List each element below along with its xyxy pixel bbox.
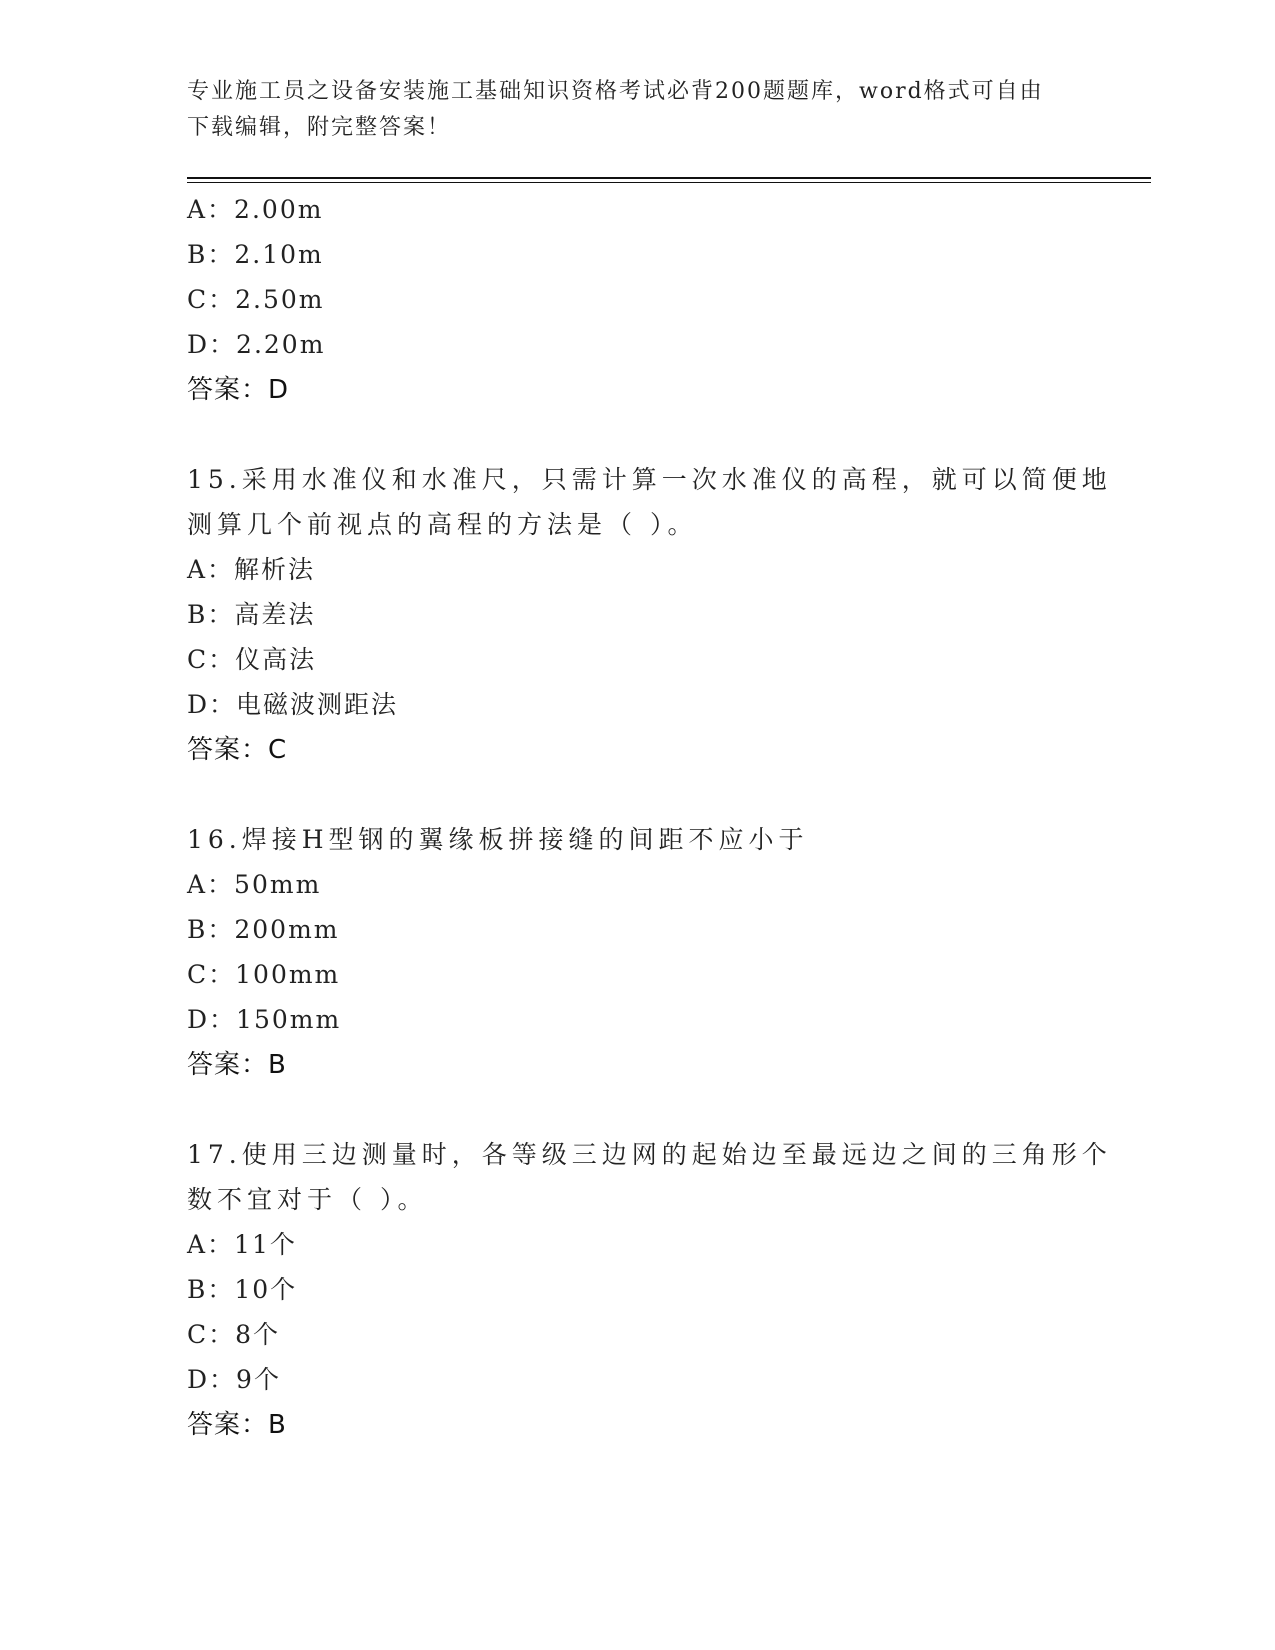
q16-answer: 答案：B bbox=[187, 1050, 287, 1080]
q15-option-c: C：仪高法 bbox=[187, 645, 317, 674]
q15-option-b: B：高差法 bbox=[187, 600, 316, 629]
q14-option-b: B：2.10m bbox=[187, 240, 324, 269]
q17-stem-line-2: 数不宜对于（ ）。 bbox=[187, 1185, 428, 1214]
q14-option-a: A：2.00m bbox=[187, 195, 324, 224]
q17-option-b: B：10个 bbox=[187, 1275, 298, 1304]
q14-option-d: D：2.20m bbox=[187, 330, 326, 359]
q17-option-c: C：8个 bbox=[187, 1320, 281, 1349]
header-line-2: 下载编辑，附完整答案！ bbox=[187, 115, 452, 140]
document-header bbox=[187, 74, 1087, 146]
q16-stem-line-1: 16.焊接H型钢的翼缘板拼接缝的间距不应小于 bbox=[187, 825, 809, 854]
q15-stem-line-2: 测算几个前视点的高程的方法是（ ）。 bbox=[187, 510, 698, 539]
q17-stem-line-1: 17.使用三边测量时，各等级三边网的起始边至最远边之间的三角形个 bbox=[187, 1140, 1112, 1169]
q14-option-c: C：2.50m bbox=[187, 285, 325, 314]
q16-option-a: A：50mm bbox=[187, 870, 322, 899]
q15-answer: 答案：C bbox=[187, 735, 288, 765]
q17-answer: 答案：B bbox=[187, 1410, 287, 1440]
header-rule-thin bbox=[187, 182, 1151, 183]
q17-option-a: A：11个 bbox=[187, 1230, 297, 1259]
q16-option-d: D：150mm bbox=[187, 1005, 342, 1034]
q16-option-c: C：100mm bbox=[187, 960, 341, 989]
header-rule-thick bbox=[187, 177, 1151, 179]
q14-answer: 答案：D bbox=[187, 375, 290, 405]
q15-option-d: D：电磁波测距法 bbox=[187, 690, 399, 719]
q15-option-a: A：解析法 bbox=[187, 555, 316, 584]
q16-option-b: B：200mm bbox=[187, 915, 340, 944]
q15-stem-line-1: 15.采用水准仪和水准尺，只需计算一次水准仪的高程，就可以简便地 bbox=[187, 465, 1112, 494]
q17-option-d: D：9个 bbox=[187, 1365, 281, 1394]
header-line-1: 专业施工员之设备安装施工基础知识资格考试必背200题题库，word格式可自由 bbox=[187, 79, 1044, 104]
